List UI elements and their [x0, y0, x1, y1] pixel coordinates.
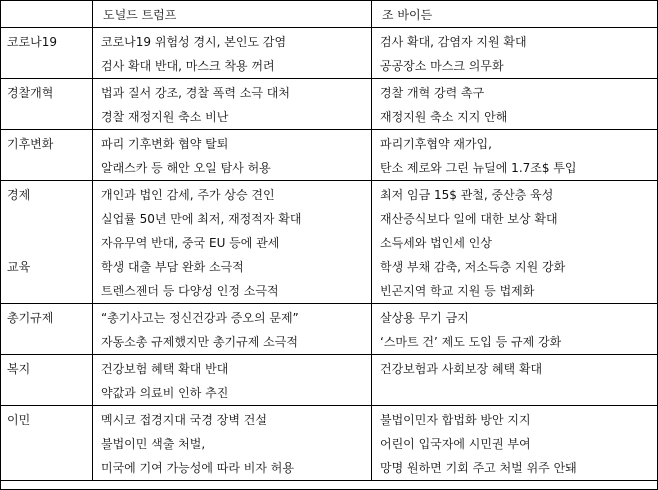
policy-line: 파리 기후변화 협약 탈퇴 [101, 137, 229, 151]
policy-line: 자동소총 규제했지만 총기규제 소극적 [101, 335, 298, 349]
policy-line: 건강보험 혜택 확대 반대 [101, 362, 229, 376]
policy-line: 살상용 무기 금지 [380, 311, 469, 325]
header-biden: 조 바이든 [372, 1, 658, 28]
category-label: 코로나19 [7, 35, 58, 49]
category-label: 복지 [7, 362, 31, 376]
policy-line: 소득세와 법인세 인상 [380, 236, 492, 250]
header-trump: 도널드 트럼프 [93, 1, 372, 28]
policy-line: 자유무역 반대, 중국 EU 등에 관세 [101, 236, 280, 250]
policy-line: 개인과 법인 감세, 주가 상승 견인 [101, 188, 275, 202]
category-label: 총기규제 [7, 311, 54, 325]
policy-line: 학생 부채 감축, 저소득층 지원 강화 [380, 260, 566, 274]
category-label: 경찰개혁 [7, 86, 54, 100]
policy-line: 학생 대출 부담 완화 소극적 [101, 260, 244, 274]
policy-line: 법과 질서 강조, 경찰 폭력 소극 대처 [101, 86, 290, 100]
policy-line: 알래스카 등 해안 오일 탐사 허용 [101, 161, 271, 175]
policy-line: 실업률 50년 만에 최저, 재정적자 확대 [101, 212, 302, 226]
policy-line: 코로나19 위험성 경시, 본인도 감염 [101, 35, 287, 49]
policy-line: 재산증식보다 일에 대한 보상 확대 [380, 212, 558, 226]
category-label: 교육 [7, 260, 31, 274]
policy-line: 트렌스젠더 등 다양성 인정 소극적 [101, 284, 279, 298]
category-label: 기후변화 [7, 137, 54, 151]
policy-line: 검사 확대, 감염자 지원 확대 [380, 35, 527, 49]
policy-line: 재정지원 축소 지지 안해 [380, 110, 508, 124]
policy-line: ‘스마트 건’ 제도 도입 등 규제 강화 [380, 335, 562, 349]
policy-line: 약값과 의료비 인하 추진 [101, 386, 229, 400]
policy-line: 최저 임금 15$ 관철, 중산층 육성 [380, 188, 554, 202]
policy-line: 망명 원하면 기회 주고 처벌 위주 안돼 [380, 461, 577, 475]
policy-line: 멕시코 접경지대 국경 장벽 건설 [101, 413, 267, 427]
policy-line: 불법이민 색출 처벌, [101, 437, 206, 451]
policy-line: 공공장소 마스크 의무화 [380, 59, 504, 73]
category-label: 경제 [7, 188, 31, 202]
policy-line: 검사 확대 반대, 마스크 착용 꺼려 [101, 59, 275, 73]
policy-line: 경찰 재정지원 축소 비난 [101, 110, 229, 124]
policy-line: 어린이 입국자에 시민권 부여 [380, 437, 531, 451]
category-label: 이민 [7, 413, 31, 427]
policy-line: 파리기후협약 재가입, [380, 137, 492, 151]
policy-line: “총기사고는 정신건강과 증오의 문제” [101, 311, 299, 325]
policy-line: 경찰 개혁 강력 촉구 [380, 86, 485, 100]
policy-line: 빈곤지역 학교 지원 등 법제화 [380, 284, 535, 298]
policy-line: 미국에 기여 가능성에 따라 비자 허용 [101, 461, 294, 475]
policy-line: 탄소 제로와 그린 뉴딜에 1.7조$ 투입 [380, 161, 577, 175]
policy-line: 불법이민자 합법화 방안 지지 [380, 413, 531, 427]
policy-line: 건강보험과 사회보장 혜택 확대 [380, 362, 543, 376]
